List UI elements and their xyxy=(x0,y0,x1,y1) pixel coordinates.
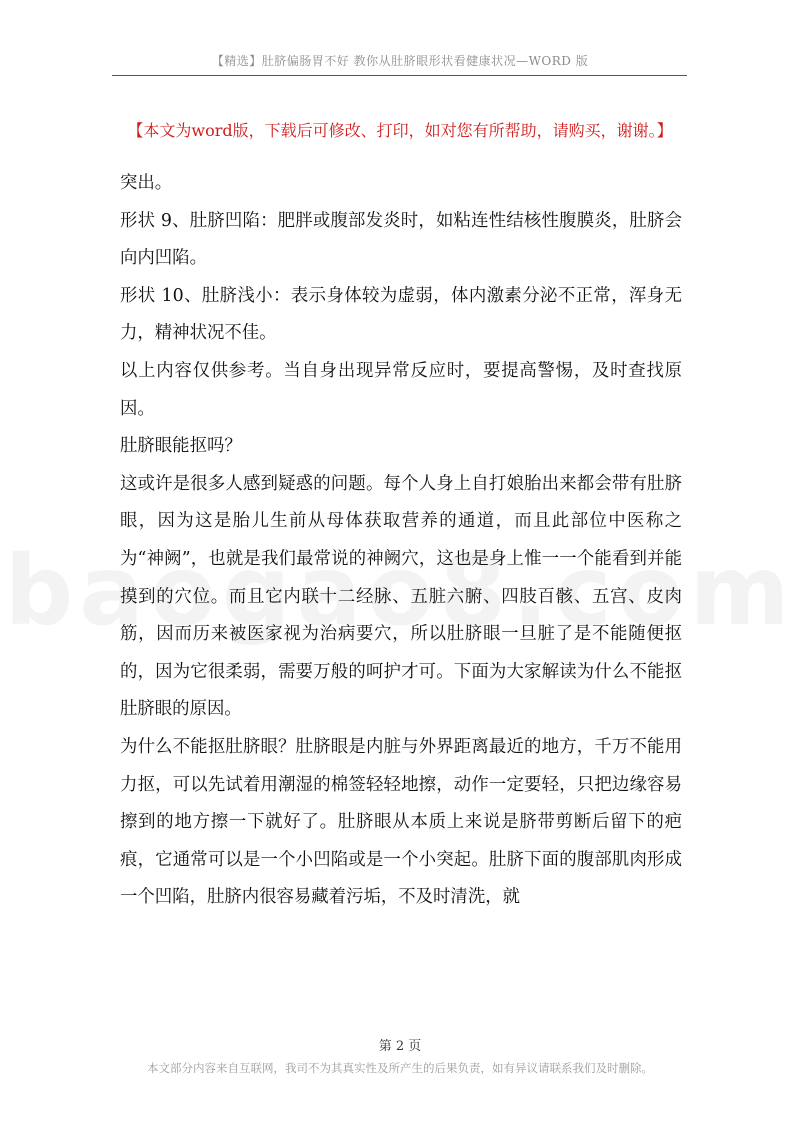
running-header: 【精选】肚脐偏肠胃不好 教你从肚脐眼形状看健康状况—WORD 版 xyxy=(211,54,589,68)
paragraph: 这或许是很多人感到疑惑的问题。每个人身上自打娘胎出来都会带有肚脐眼，因为这是胎儿生前从母体获取营养的通道，而且此部位中医称之为“神阙”，也就是我们最常说的神阙穴，这也是身上惟一一个能看到并能摸到的穴位。而且它内联十二经脉、五脏六腑、四肢百骸、五宫、皮肉筋，因而历来被医家视为治病要穴，所以肚脐眼一旦脏了是不能随便抠的，因为它很柔弱，需要万般的呵护才可。下面为大家解读为什么不能抠肚脐眼的原因。 xyxy=(120,473,682,720)
word-version-notice: 【本文为word版，下载后可修改、打印，如对您有所帮助，请购买，谢谢。】 xyxy=(127,121,673,140)
paragraph: 形状 9、肚脐凹陷：肥胖或腹部发炎时，如粘连性结核性腹膜炎，肚脐会向内凹陷。 xyxy=(120,210,682,269)
section-heading: 肚脐眼能抠吗？ xyxy=(120,436,242,457)
paragraph: 形状 10、肚脐浅小：表示身体较为虚弱，体内激素分泌不正常，浑身无力，精神状况不佳。 xyxy=(120,285,682,344)
header-divider xyxy=(112,75,687,76)
page-number: 第 2 页 xyxy=(378,1039,422,1054)
paragraph: 突出。 xyxy=(120,173,173,193)
document-body xyxy=(120,165,682,917)
footer-disclaimer: 本文部分内容来自互联网，我司不为其真实性及所产生的后果负责，如有异议请联系我们及时删除。 xyxy=(147,1061,653,1075)
paragraph: 以上内容仅供参考。当自身出现异常反应时，要提高警惕，及时查找原因。 xyxy=(120,360,682,419)
paragraph: 为什么不能抠肚脐眼？肚脐眼是内脏与外界距离最近的地方，千万不能用力抠，可以先试着用潮湿的棉签轻轻地擦，动作一定要轻，只把边缘容易擦到的地方擦一下就好了。肚脐眼从本质上来说是脐带剪断后留下的疤痕，它通常可以是一个小凹陷或是一个小突起。肚脐下面的腹部肌肉形成一个凹陷，肚脐内很容易藏着污垢，不及时清洗，就 xyxy=(120,736,682,908)
